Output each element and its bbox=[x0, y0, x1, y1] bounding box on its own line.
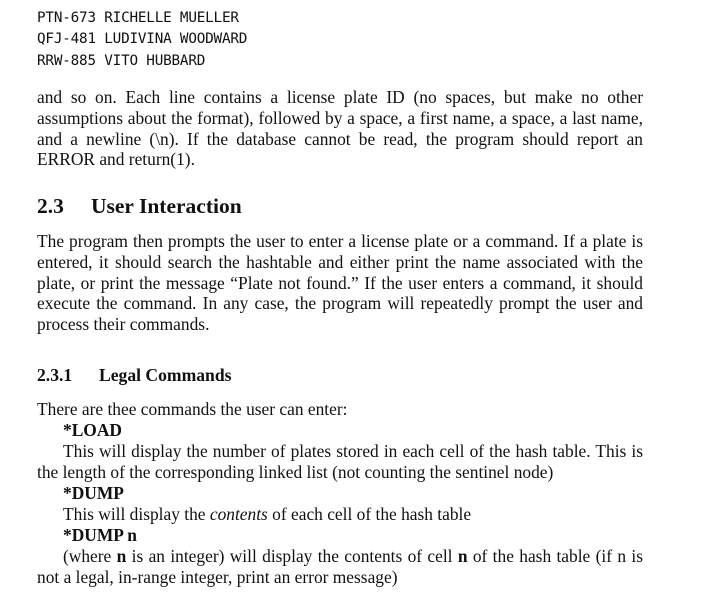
dump-n-desc-text-mid: is an integer) will display the contents of cell bbox=[126, 546, 458, 566]
section-heading bbox=[37, 194, 242, 219]
dump-desc-text: This will display the bbox=[63, 504, 210, 524]
dump-n-desc-text-end: of the hash table (if n is not a legal, in-range integer, print an error message) bbox=[37, 546, 643, 587]
document-page bbox=[37, 8, 643, 587]
dump-n-command-description bbox=[37, 546, 643, 588]
code-line: QFJ-481 LUDIVINA WOODWARD bbox=[37, 31, 248, 48]
dump-n-desc-text: (where bbox=[63, 546, 117, 566]
dump-n-bold-n-second: n bbox=[457, 546, 468, 566]
load-command-description bbox=[37, 441, 643, 483]
subsection-number: 2.3.1 bbox=[37, 365, 73, 385]
code-line: PTN-673 RICHELLE MUELLER bbox=[37, 10, 239, 26]
dump-desc-emphasis: contents bbox=[209, 504, 268, 524]
load-command-label: *LOAD bbox=[63, 420, 122, 440]
interaction-paragraph: The program then prompts the user to enter a license plate or a command. If a plate is entered, it should search the hashtable and either print the name associated with the plate, or print the message “Plate not found.” If the user enters a command, it should execute the command. In any case, the program will repeatedly prompt the user and process their commands. bbox=[37, 231, 643, 335]
dump-desc-text-end: of each cell of the hash table bbox=[267, 504, 472, 524]
code-line: RRW-885 VITO HUBBARD bbox=[37, 52, 206, 69]
dump-command-label: *DUMP bbox=[63, 483, 124, 503]
subsection-heading bbox=[37, 365, 231, 386]
commands-intro: There are thee commands the user can enter: bbox=[37, 399, 348, 419]
dump-command-description bbox=[37, 504, 643, 525]
code-block bbox=[37, 8, 643, 72]
database-paragraph: and so on. Each line contains a license plate ID (no spaces, but make no other assumptions about the format), followed by a space, a first name, a space, a last name, and a newline (\n). If the database cannot be read, the program should report an ERROR and return(1). bbox=[37, 87, 643, 170]
dump-n-command-label: *DUMP n bbox=[63, 525, 137, 545]
section-title: User Interaction bbox=[91, 194, 242, 218]
section-number: 2.3 bbox=[37, 194, 64, 218]
subsection-title: Legal Commands bbox=[99, 365, 232, 385]
dump-n-bold-n: n bbox=[116, 546, 127, 566]
load-desc-text: This will display the number of plates stored in each cell of the hash table. This is the length of the corresponding linked list (not counting the sentinel node) bbox=[37, 441, 643, 482]
commands-list bbox=[37, 399, 643, 588]
